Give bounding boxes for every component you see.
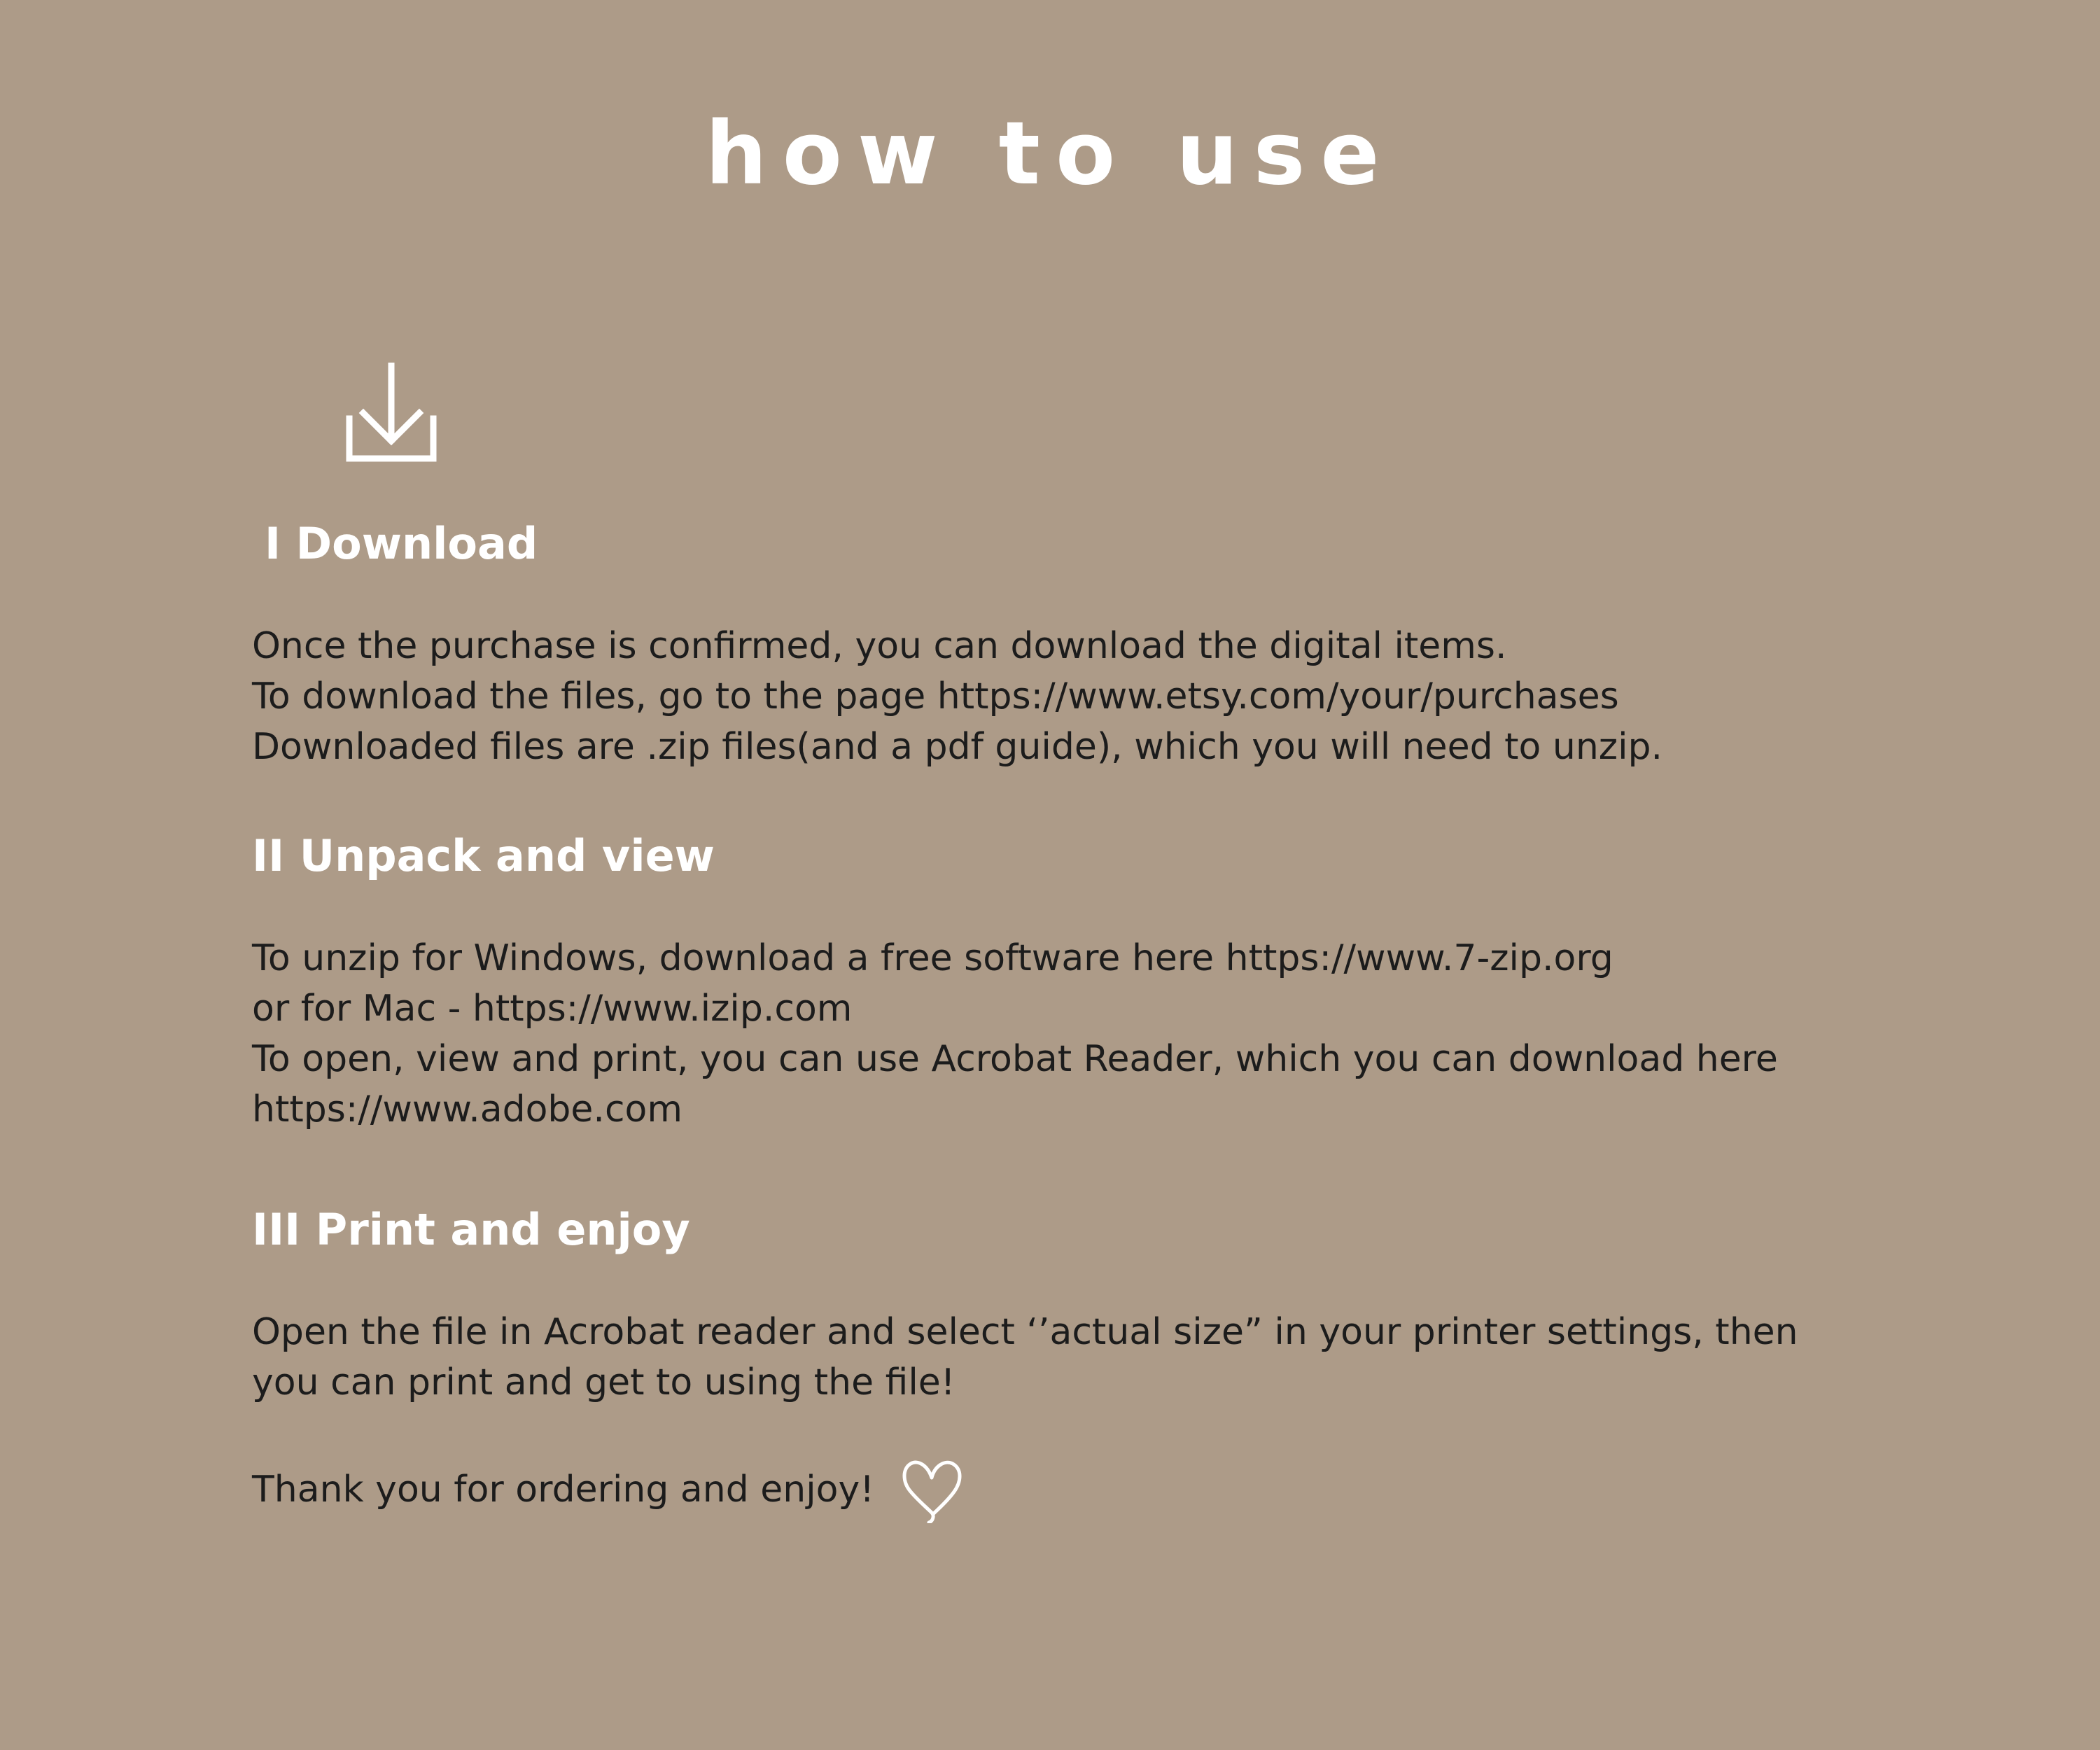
body-line: To open, view and print, you can use Acrobat Reader, which you can download here [252, 1038, 1778, 1080]
body-line: Once the purchase is confirmed, you can download the digital items. [252, 625, 1507, 667]
section-body-download [252, 621, 1662, 772]
body-line: you can print and get to using the file! [252, 1362, 955, 1404]
section-heading-download: I Download [265, 518, 538, 569]
closing-row [252, 1455, 964, 1525]
download-icon [346, 363, 437, 462]
body-line: To unzip for Windows, download a free software here https://www.7-zip.org [252, 937, 1614, 979]
section-body-print [252, 1307, 1798, 1408]
section-heading-print: III Print and enjoy [252, 1204, 690, 1255]
section-heading-unpack: II Unpack and view [252, 830, 715, 881]
heart-icon [901, 1457, 964, 1523]
closing-text: Thank you for ordering and enjoy! [252, 1469, 875, 1511]
body-line: To download the files, go to the page https://www.etsy.com/your/purchases [252, 676, 1619, 718]
page-title: how to use [705, 104, 1395, 204]
body-line: Open the file in Acrobat reader and select ‘’actual size” in your printer settings, then [252, 1311, 1798, 1353]
body-line: https://www.adobe.com [252, 1088, 683, 1130]
body-line: or for Mac - https://www.izip.com [252, 988, 853, 1030]
body-line: Downloaded files are .zip files(and a pdf guide), which you will need to unzip. [252, 726, 1663, 768]
section-body-unpack [252, 933, 1778, 1135]
